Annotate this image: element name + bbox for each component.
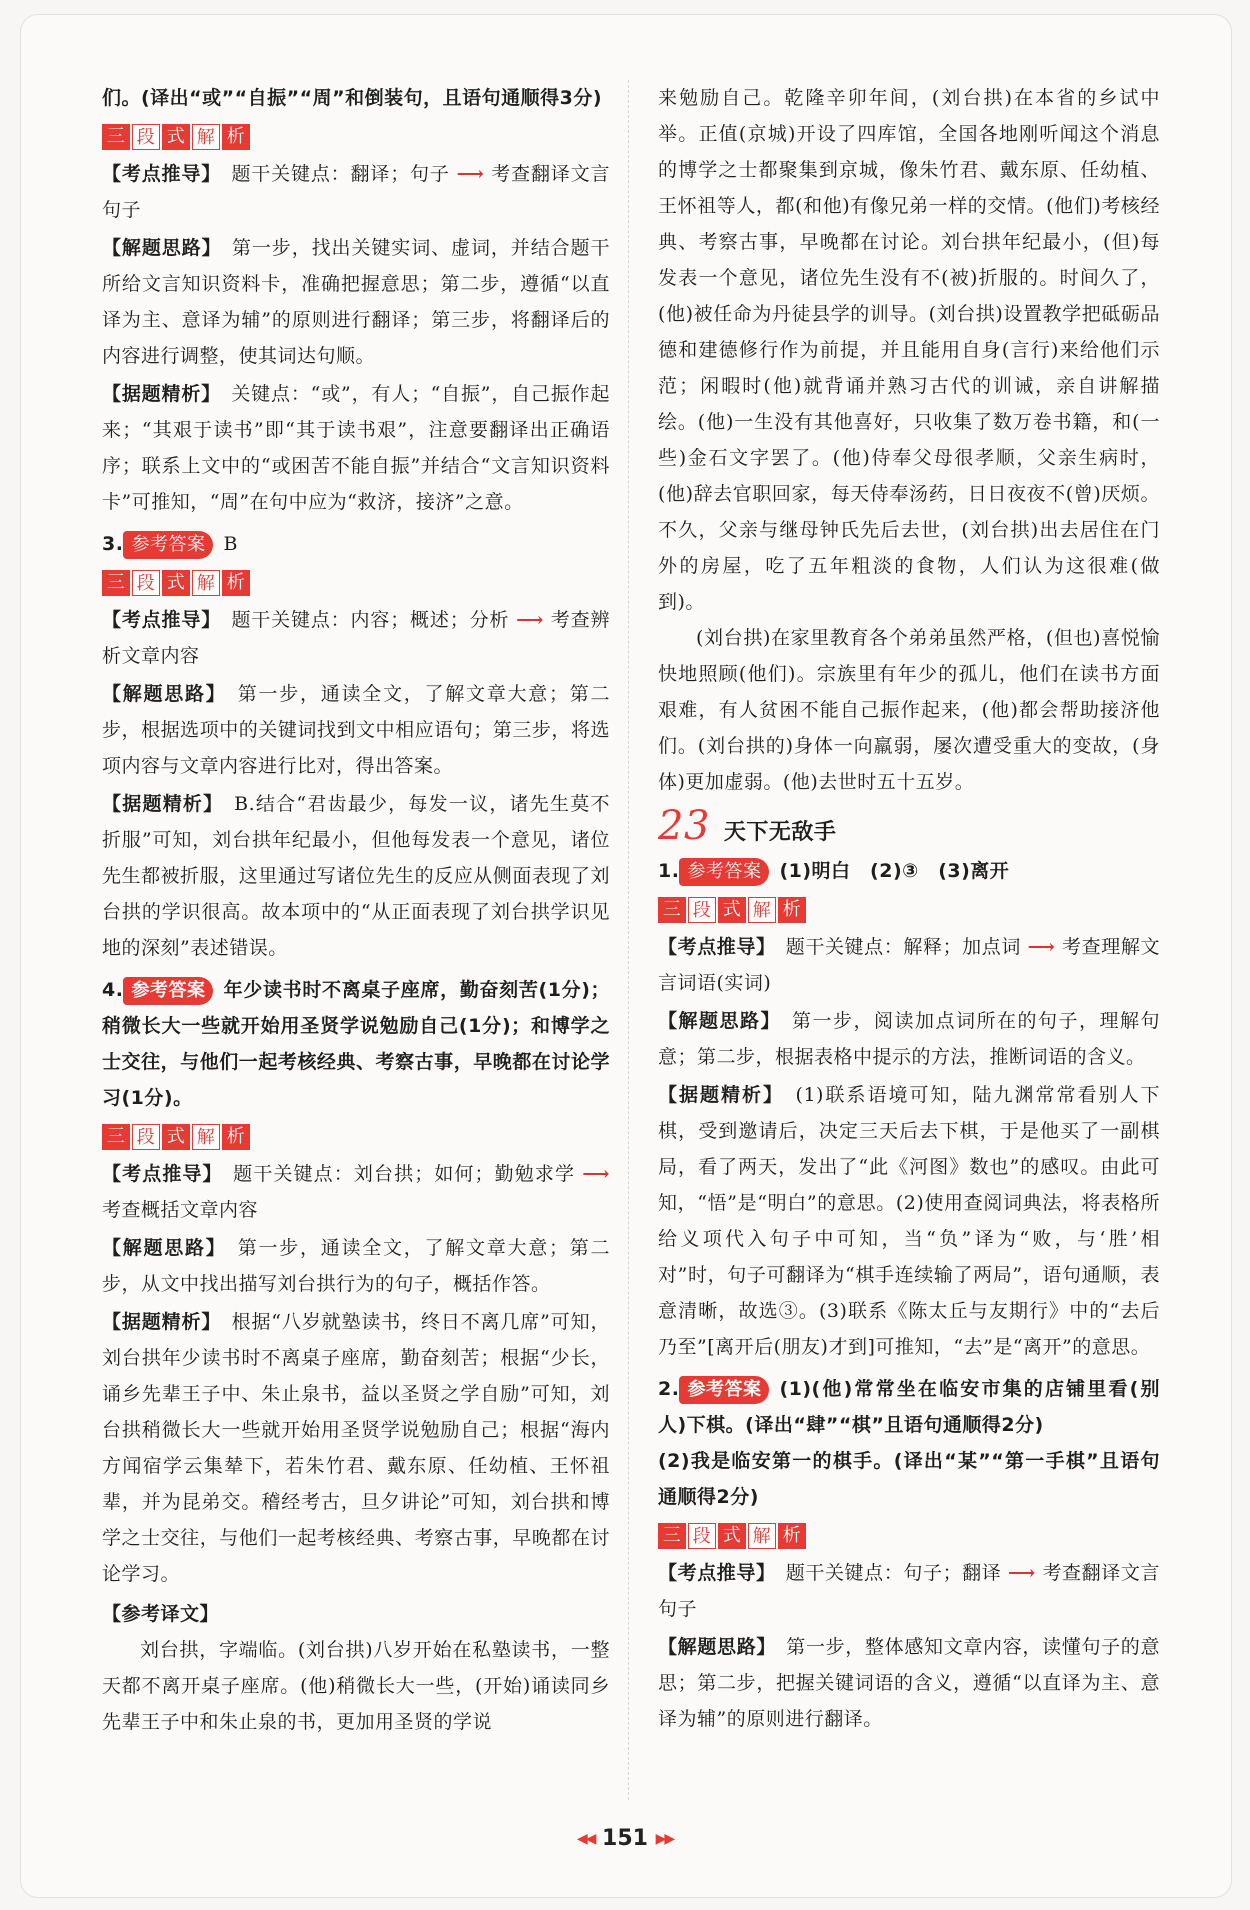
answer-badge: 参考答案	[123, 977, 213, 1005]
arrow-icon: ⟶	[456, 163, 485, 185]
q2-answer-2: (2)我是临安第一的棋手。(译出“某”“第一手棋”且语句通顺得2分)	[658, 1450, 1160, 1508]
section-title: 天下无敌手	[723, 820, 837, 845]
q4-answer: 4. 参考答案 年少读书时不离桌子座席，勤奋刻苦(1分)；稍微长大一些就开始用圣贤学说勉励自己(1分)；和博学之士交往，与他们一起考核经典、考察古事，早晚都在讨论学习(1分)。	[102, 979, 610, 1109]
translation-continued: 来勉励自己。乾隆辛卯年间，(刘台拱)在本省的乡试中举。正值(京城)开设了四库馆，全国各地刚听闻这个消息的博学之士都聚集到京城，像朱竹君、戴东原、任幼植、王怀祖等人，都(和他)有像兄弟一样的交情。(他们)考核经典、考察古事，早晚都在讨论。刘台拱年纪最小，(但)每发表一个意见，诸位先生没有不(被)折服的。时间久了，(他)被任命为丹徒县学的训导。(刘台拱)设置教学把砥砺品德和建德修行作为前提，并且能用自身(言行)来给他们示范；闲暇时(他)就背诵并熟习古代的训诫，亲自讲解描绘。(他)一生没有其他喜好，只收集了数万卷书籍，和(一些)金石文字罢了。(他)侍奉父母很孝顺，父亲生病时，(他)辞去官职回家，每天侍奉汤药，日日夜夜不(曾)厌烦。不久，父亲与继母钟氏先后去世，(刘台拱)出去居住在门外的房屋，吃了五年粗淡的食物，人们认为这很难(做到)。	[658, 87, 1160, 613]
section-number: 23	[658, 803, 710, 849]
jingxi-paragraph: 【据题精析】 根据“八岁就塾读书，终日不离几席”可知，刘台拱年少读书时不离桌子座席，勤奋刻苦；根据“少长，诵乡先辈王子中、朱止泉书，益以圣贤之学自励”可知，刘台拱稍微长大一些就开始用圣贤学说勉励自己；根据“海内方闻宿学云集辇下，若朱竹君、戴东原、任幼植、王怀祖辈，并为昆弟交。稽经考古，旦夕讲论”可知，刘台拱和博学之士交往，与他们一起考核经典、考察古事，早晚都在讨论学习。	[102, 1311, 610, 1585]
left-column	[102, 80, 610, 1740]
translation-paragraph: 刘台拱，字端临。(刘台拱)八岁开始在私塾读书，一整天都不离开桌子座席。(他)稍微长大一些，(开始)诵读同乡先辈王子中和朱止泉的书，更加用圣贤的学说	[102, 1639, 610, 1733]
analysis-label: 三 段 式 解 析	[102, 568, 610, 598]
kaodian-paragraph: 【考点推导】 题干关键点：解释；加点词 ⟶ 考查理解文言词语(实词)	[658, 936, 1160, 994]
translation-heading: 【参考译文】	[102, 1603, 220, 1625]
arrow-icon: ⟶	[1027, 936, 1056, 958]
jieti-paragraph: 【解题思路】 第一步，找出关键实词、虚词，并结合题干所给文言知识资料卡，准确把握意思；第二步，遵循“以直译为主、意译为辅”的原则进行翻译；第三步，将翻译后的内容进行调整，使其词达句顺。	[102, 237, 610, 367]
jingxi-paragraph: 【据题精析】 关键点：“或”，有人；“自振”，自己振作起来；“其艰于读书”即“其于读书艰”，注意要翻译出正确语序；联系上文中的“或困苦不能自振”并结合“文言知识资料卡”可推知，“周”在句中应为“救济，接济”之意。	[102, 383, 610, 513]
arrow-icon: ⟶	[1008, 1562, 1036, 1584]
answer-badge: 参考答案	[123, 531, 213, 559]
left-arrows-icon: ◀◀	[576, 1831, 595, 1847]
kaodian-paragraph: 【考点推导】 题干关键点：句子；翻译 ⟶ 考查翻译文言句子	[658, 1562, 1160, 1620]
page-number: ◀◀ 151 ▶▶	[576, 1826, 674, 1851]
right-arrows-icon: ▶▶	[655, 1831, 674, 1847]
q2-answer-1: 2. 参考答案 (1)(他)常常坐在临安市集的店铺里看(别人)下棋。(译出“肆”“棋”且语句通顺得2分)	[658, 1378, 1160, 1436]
analysis-label: 三 段 式 解 析	[102, 1122, 610, 1152]
intro-text: 们。(译出“或”“自振”“周”和倒装句，且语句通顺得3分)	[102, 87, 603, 109]
q3-answer: 3. 参考答案 B	[102, 526, 610, 562]
analysis-label: 三 段 式 解 析	[658, 1521, 1160, 1551]
jieti-paragraph: 【解题思路】 第一步，通读全文，了解文章大意；第二步，根据选项中的关键词找到文中相应语句；第三步，将选项内容与文章内容进行比对，得出答案。	[102, 683, 610, 777]
q1-answer: 1. 参考答案 (1)明白 (2)③ (3)离开	[658, 853, 1160, 889]
column-divider	[628, 80, 629, 1800]
jieti-paragraph: 【解题思路】 第一步，整体感知文章内容，读懂句子的意思；第二步，把握关键词语的含义，遵循“以直译为主、意译为辅”的原则进行翻译。	[658, 1636, 1160, 1730]
section-header	[658, 804, 1160, 851]
right-column	[658, 80, 1160, 1737]
jieti-paragraph: 【解题思路】 第一步，通读全文，了解文章大意；第二步，从文中找出描写刘台拱行为的句子，概括作答。	[102, 1237, 610, 1295]
kaodian-paragraph: 【考点推导】 题干关键点：刘台拱；如何；勤勉求学 ⟶ 考查概括文章内容	[102, 1163, 610, 1221]
jieti-paragraph: 【解题思路】 第一步，阅读加点词所在的句子，理解句意；第二步，根据表格中提示的方法，推断词语的含义。	[658, 1010, 1160, 1068]
jingxi-paragraph: 【据题精析】 (1)联系语境可知，陆九渊常常看别人下棋，受到邀请后，决定三天后去下棋，于是他买了一副棋局，看了两天，发出了“此《河图》数也”的感叹。由此可知，“悟”是“明白”的意思。(2)使用查阅词典法，将表格所给义项代入句子中可知，当“负”译为“败，与‘胜’相对”时，句子可翻译为“棋手连续输了两局”，语句通顺，表意清晰，故选③。(3)联系《陈太丘与友期行》中的“去后乃至”[离开后(朋友)才到]可推知，“去”是“离开”的意思。	[658, 1084, 1160, 1358]
arrow-icon: ⟶	[582, 1163, 610, 1185]
analysis-label: 三 段 式 解 析	[658, 895, 1160, 925]
kaodian-paragraph: 【考点推导】 题干关键点：内容；概述；分析 ⟶ 考查辨析文章内容	[102, 609, 610, 667]
translation-paragraph-2: (刘台拱)在家里教育各个弟弟虽然严格，(但也)喜悦愉快地照顾(他们)。宗族里有年少的孤儿，他们在读书方面艰难，有人贫困不能自己振作起来，(他)都会帮助接济他们。(刘台拱的)身体一向羸弱，屡次遭受重大的变故，(身体)更加虚弱。(他)去世时五十五岁。	[658, 627, 1160, 793]
jingxi-paragraph: 【据题精析】 B.结合“君齿最少，每发一议，诸先生莫不折服”可知，刘台拱年纪最小，但他每发表一个意见，诸位先生都被折服，这里通过写诸位先生的反应从侧面表现了刘台拱的学识很高。故本项中的“从正面表现了刘台拱学识见地的深刻”表述错误。	[102, 793, 610, 959]
answer-badge: 参考答案	[679, 858, 769, 886]
answer-badge: 参考答案	[679, 1376, 769, 1404]
kaodian-paragraph: 【考点推导】 题干关键点：翻译；句子 ⟶ 考查翻译文言句子	[102, 163, 610, 221]
analysis-label: 三 段 式 解 析	[102, 122, 610, 152]
arrow-icon: ⟶	[516, 609, 544, 631]
